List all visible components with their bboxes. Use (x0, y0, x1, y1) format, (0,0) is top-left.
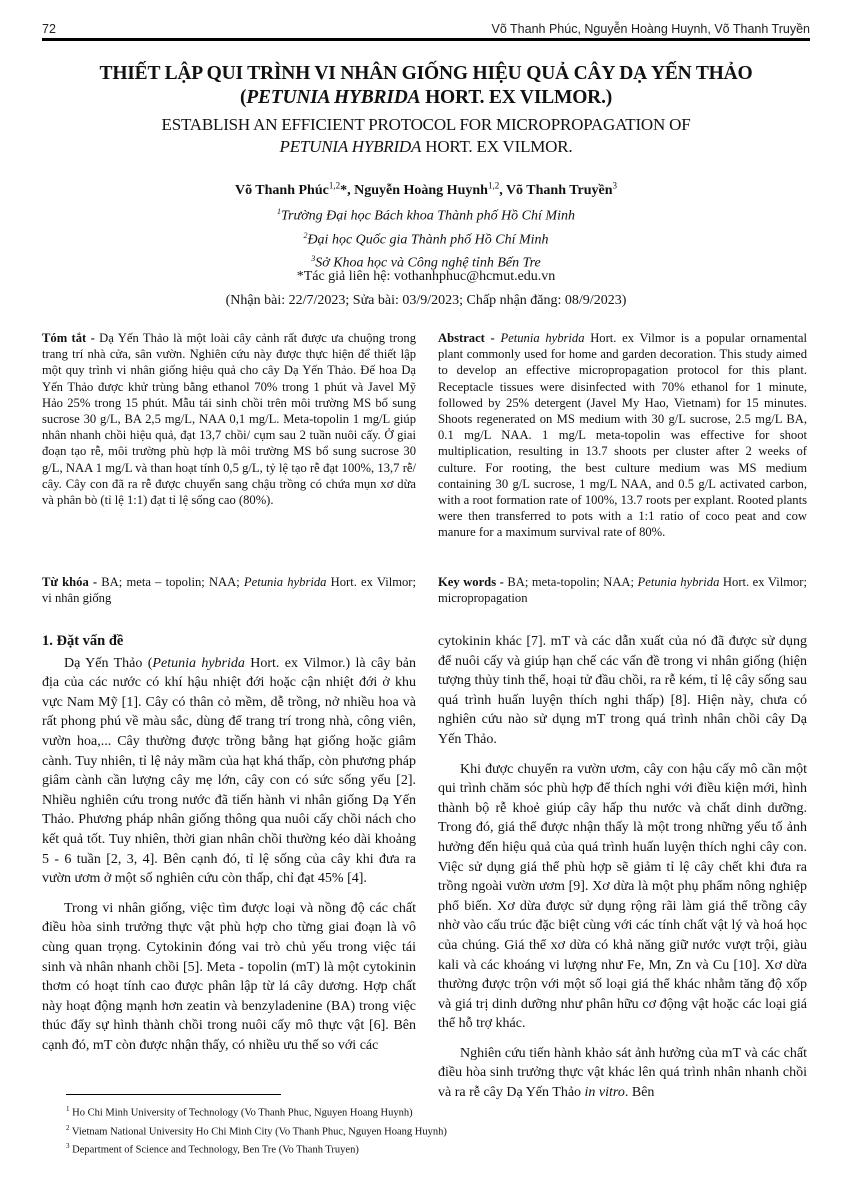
paragraph: Nghiên cứu tiến hành khảo sát ảnh hưởng của mT và các chất điều hòa sinh trưởng thực vật khác lên quá trình nhân nhanh chồi và ra rễ cây Dạ Yến Thảo in vitro. Bên (438, 1045, 807, 1101)
paragraph: Trong vi nhân giống, việc tìm được loại và nồng độ các chất điều hòa sinh trưởng thực vật phù hợp cho từng giai đoạn là vô cùng quan trọng. Cytokinin đóng vai trò chủ yếu trong việc tái sinh và nhân nhanh chồi [5]. Meta - topolin (mT) là một cytokinin thơm có hoạt tính cao được phân lập từ lá cây dương. Hợp chất này hoạt động mạnh hơn zeatin và benzyladenine (BA) trong việc thúc đẩy sự hình thành chồi trong nuôi cấy mô thực vật [6]. Bên cạnh đó, mT còn được nhận thấy, có nhiều ưu thế so với các (42, 900, 416, 1053)
affiliation: $^2$Đại học Quốc gia Thành phố Hồ Chí Minh (303, 230, 549, 248)
paragraph: Dạ Yến Thảo (Petunia hybrida Hort. ex Vilmor.) là cây bản địa của các nước có khí hậu nhiệt đới hoặc cận nhiệt đới ở khu vực Nam Mỹ [1]. Cây có thân cỏ mềm, dễ trồng, nở nhiều hoa và rất phong phú về màu sắc, dùng để trang trí trong nhà, công viên, vườn hoa,... Cây thường được trồng bằng hạt giống hoặc giâm cành. Tuy nhiên, tỉ lệ nảy mầm của hạt khá thấp, còn phương pháp giâm cành cần lượng cây mẹ lớn, cây con có sức sống yếu [2]. Nhiều nghiên cứu trong nước đã tiến hành vi nhân giống Dạ Yến Thảo. Phương pháp nhân giống thông qua nuôi cấy chồi nách cho kết quả tốt. Tuy nhiên, thời gian nhân chồi thường kéo dài khoảng 5 - 6 tuần [2, 3, 4]. Bên cạnh đó, tỉ lệ sống của cây khi đưa ra vườn ươm ở một số nghiên cứu còn thấp, chỉ đạt 45% [4]. (42, 655, 416, 887)
title-vietnamese: THIẾT LẬP QUI TRÌNH VI NHÂN GIỐNG HIỆU QUẢ CÂY DẠ YẾN THẢO (PETUNIA HYBRIDA HORT. EX VILMOR.) (99, 63, 753, 108)
footnote-rule (66, 1094, 281, 1095)
abstract-vietnamese: Tóm tắt - Dạ Yến Thảo là một loài cây cảnh rất được ưa chuộng trong trang trí nhà cửa, sân vườn. Nghiên cứu này được thực hiện để thiết lập một quy trình vi nhân giống hiệu quả cho cây Dạ Yến Thảo. Đế hoa Dạ Yến Thảo được khử trùng bằng ethanol 70% trong 1 phút và Javel Mỹ Hảo 25% trong 15 phút. Mẫu tái sinh chồi trên môi trường MS bổ sung sucrose 30 g/L, BA 2,5 mg/L, NAA 0,1 mg/L. Meta-topolin 1 mg/L giúp nhân nhanh chồi hiệu quả, đạt 13,7 chồi/ cụm sau 2 tuần nuôi cấy. Ở giai đoạn tạo rễ, môi trường phù hợp là môi trường MS bổ sung sucrose 30 g/L, NAA 1 mg/L và than hoạt tính 0,5 g/L, tỷ lệ tạo rễ đạt 100%, 13,7 rễ/ cây. Cây con đã ra rễ được chuyển sang chậu trồng có chứa mụn xơ dừa và phân bò (tỉ lệ 1:1) đạt tỉ lệ sống cao (80%). (42, 331, 416, 508)
contact-label: *Tác giả liên hệ: (296, 269, 394, 284)
title-english: ESTABLISH AN EFFICIENT PROTOCOL FOR MICROPROPAGATION OF PETUNIA HYBRIDA HORT. EX VILMOR. (161, 115, 691, 156)
header-rule (42, 38, 810, 41)
author: Nguyễn Hoàng Huynh$^{1,2}$, (354, 180, 506, 198)
body-column-left (42, 632, 416, 1065)
footnote: $^1$ Ho Chi Minh University of Technology (Vo Thanh Phuc, Nguyen Hoang Huynh) (66, 1105, 413, 1119)
title-block (42, 62, 810, 158)
paragraph: Khi được chuyển ra vườn ươm, cây con hậu cấy mô cần một qui trình chăm sóc phù hợp để thích nghi với điều kiện mới, hình thành bộ rễ khoẻ giúp cây hấp thu nước và chất dinh dưỡng. Trong đó, giá thể được nhận thấy là một trong những yếu tố ảnh hưởng đến hiệu quả của quá trình huấn luyện thích nghi cây con. Việc sử dụng giá thể phù hợp sẽ giảm tỉ lệ cây chết khi đưa ra trồng ngoài vườn ươm [9]. Xơ dừa là một phụ phẩm nông nghiệp phổ biến. Xơ dừa được sử dụng rộng rãi làm giá thể trồng cây nhờ vào cấu trúc đặc biệt cùng với các tính chất vật lý và hoá học của chúng. Giá thể xơ dừa có khả năng giữ nước vượt trội, giàu kali và các khoáng vi lượng như Fe, Mn, Zn và Cu [10]. Xơ dừa thường được trộn với một số loại giá thể khác nhằm tăng độ xốp và giá trị dinh dưỡng như phân hữu cơ động vật hoặc các loại giá thể hỗ trợ khác. (438, 761, 807, 1032)
contact-info (42, 265, 810, 313)
keywords-english: Key words - BA; meta-topolin; NAA; Petunia hybrida Hort. ex Vilmor; micropropagation (438, 575, 807, 606)
running-authors: Võ Thanh Phúc, Nguyễn Hoàng Huynh, Võ Thanh Truyền (491, 22, 810, 36)
author: Võ Thanh Truyền$^3$ (505, 180, 618, 198)
contact-email[interactable]: vothanhphuc@hcmut.edu.vn (393, 269, 556, 284)
footnotes (66, 1102, 766, 1158)
footnote: $^2$ Vietnam National University Ho Chi Minh City (Vo Thanh Phuc, Nguyen Hoang Huynh) (66, 1123, 447, 1137)
section-heading: 1. Đặt vấn đề (42, 633, 124, 649)
body-column-right (438, 632, 807, 1113)
keywords-vietnamese: Từ khóa - BA; meta – topolin; NAA; Petunia hybrida Hort. ex Vilmor; vi nhân giống (42, 575, 416, 606)
footnote: $^3$ Department of Science and Technology, Ben Tre (Vo Thanh Truyen) (66, 1142, 359, 1156)
submission-dates: (Nhận bài: 22/7/2023; Sửa bài: 03/9/2023; Chấp nhận đăng: 08/9/2023) (225, 293, 627, 308)
author: Võ Thanh Phúc$^{1,2}$*, (234, 180, 355, 198)
paragraph: cytokinin khác [7]. mT và các dẫn xuất của nó đã được sử dụng để nuôi cấy và giúp hạn chế các vấn đề trong vi nhân giống (hiện tượng thủy tinh thể, hoại tử đầu chồi, ra rễ kém, tỉ lệ cây sống sau quá trình huấn luyện thích nghi thấp) [8]. Hiện này, chưa có nghiên cứu nào sử dụng mT trong quá trình nhân chồi cây Dạ Yến Thảo. (438, 634, 807, 747)
abstract-english: Abstract - Petunia hybrida Hort. ex Vilmor is a popular ornamental plant commonly used for home and garden decoration. This study aimed to develop an effective micropropagation protocol for this plant. Receptacle tissues were disinfected with 70% ethanol for 1 minute, followed by 25% detergent (Javel My Hao, Vietnam) for 15 minutes. Shoots regenerated on MS medium with 30 g/L sucrose, 2.5 mg/L BA, 0.1 mg/L NAA. 1 mg/L meta-topolin was effective for shoot multiplication, resulting in 13.7 shoots per cluster after 2 weeks of culture. For rooting, the best culture medium was MS medium containing 30 g/L sucrose, 1 mg/L NAA, and 0.5 g/L activated carbon, with a root formation rate of 100%, 13.7 roots per explant. Rooted plants were then transferred to pots with a 1:1 ratio of coco peat and cow manure for a maximum survival rate of 80%. (438, 331, 807, 540)
affiliation: $^1$Trường Đại học Bách khoa Thành phố Hồ Chí Minh (277, 207, 575, 224)
affiliations (42, 202, 810, 273)
author-list (42, 180, 810, 199)
affiliation: $^3$Sở Khoa học và Công nghệ tỉnh Bến Tre (311, 254, 541, 271)
page-number: 72 (42, 22, 56, 36)
